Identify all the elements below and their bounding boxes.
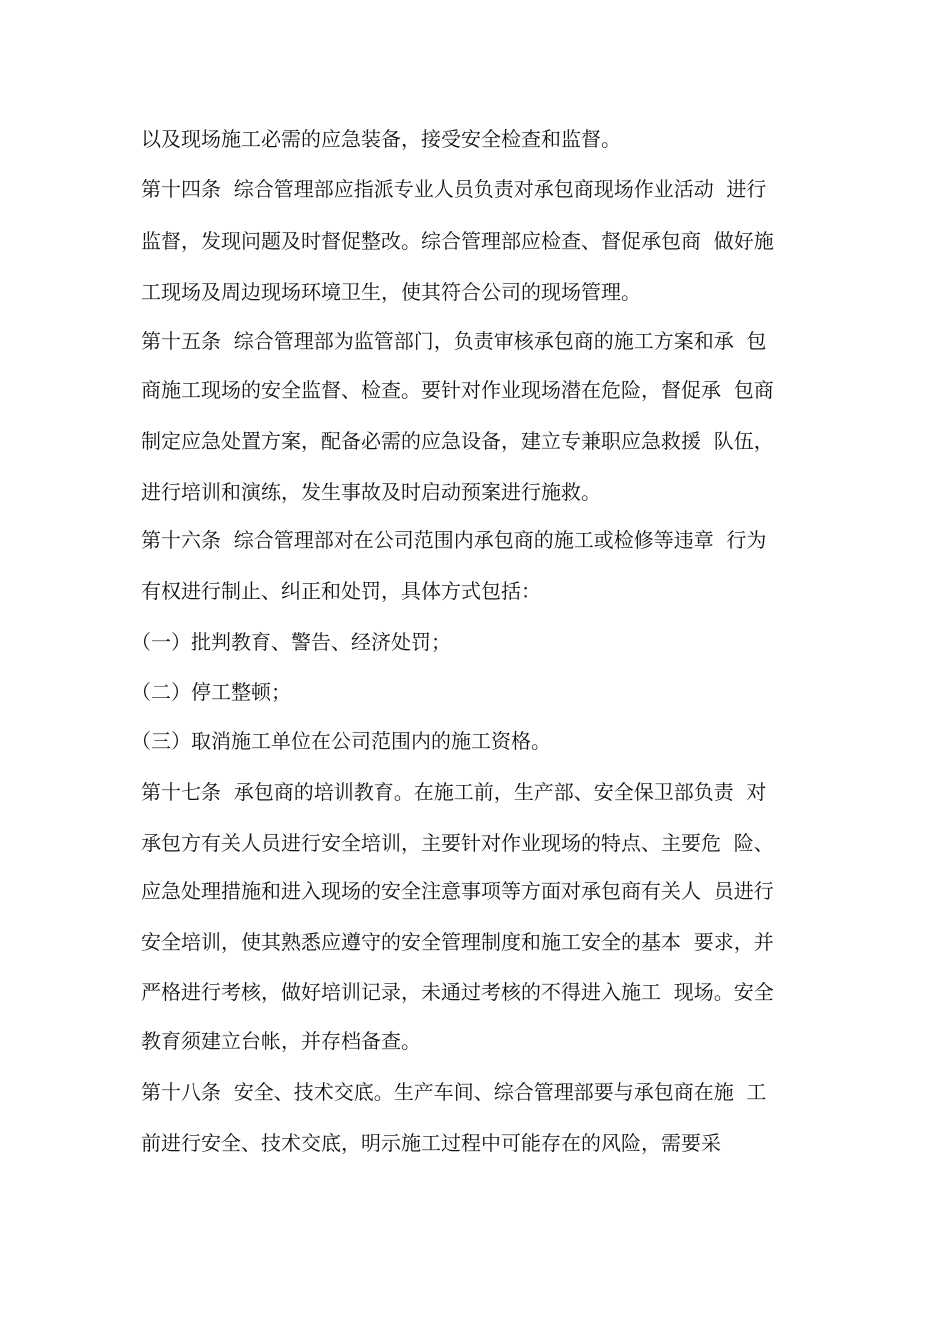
text-line: 有权进行制止、纠正和处罚，具体方式包括： (141, 579, 541, 603)
text-line: 工现场及周边现场环境卫生，使其符合公司的现场管理。 (141, 280, 641, 304)
text-line: 安全培训，使其熟悉应遵守的安全管理制度和施工安全的基本 要求，并 (141, 930, 774, 954)
text-line: 前进行安全、技术交底，明示施工过程中可能存在的风险，需要采 (141, 1131, 721, 1155)
text-line: 以及现场施工必需的应急装备，接受安全检查和监督。 (141, 127, 621, 151)
text-line: 监督，发现问题及时督促整改。综合管理部应检查、督促承包商 做好施 (141, 229, 774, 253)
list-item: （二）停工整顿； (131, 680, 291, 704)
article-14-line: 第十四条 综合管理部应指派专业人员负责对承包商现场作业活动 进行 (141, 177, 767, 201)
text-line: 应急处理措施和进入现场的安全注意事项等方面对承包商有关人 员进行 (141, 879, 774, 903)
article-17-line: 第十七条 承包商的培训教育。在施工前，生产部、安全保卫部负责 对 (141, 780, 767, 804)
article-15-line: 第十五条 综合管理部为监管部门，负责审核承包商的施工方案和承 包 (141, 329, 767, 353)
list-item: （三）取消施工单位在公司范围内的施工资格。 (131, 729, 551, 753)
text-line: 制定应急处置方案，配备必需的应急设备，建立专兼职应急救援 队伍， (141, 429, 774, 453)
article-16-line: 第十六条 综合管理部对在公司范围内承包商的施工或检修等违章 行为 (141, 528, 767, 552)
text-line: 承包方有关人员进行安全培训，主要针对作业现场的特点、主要危 险、 (141, 831, 774, 855)
text-line: 教育须建立台帐，并存档备查。 (141, 1029, 421, 1053)
text-line: 严格进行考核，做好培训记录，未通过考核的不得进入施工 现场。安全 (141, 980, 774, 1004)
text-line: 进行培训和演练，发生事故及时启动预案进行施救。 (141, 480, 601, 504)
list-item: （一）批判教育、警告、经济处罚； (131, 630, 451, 654)
text-line: 商施工现场的安全监督、检查。要针对作业现场潜在危险，督促承 包商 (141, 378, 774, 402)
article-18-line: 第十八条 安全、技术交底。生产车间、综合管理部要与承包商在施 工 (141, 1080, 767, 1104)
